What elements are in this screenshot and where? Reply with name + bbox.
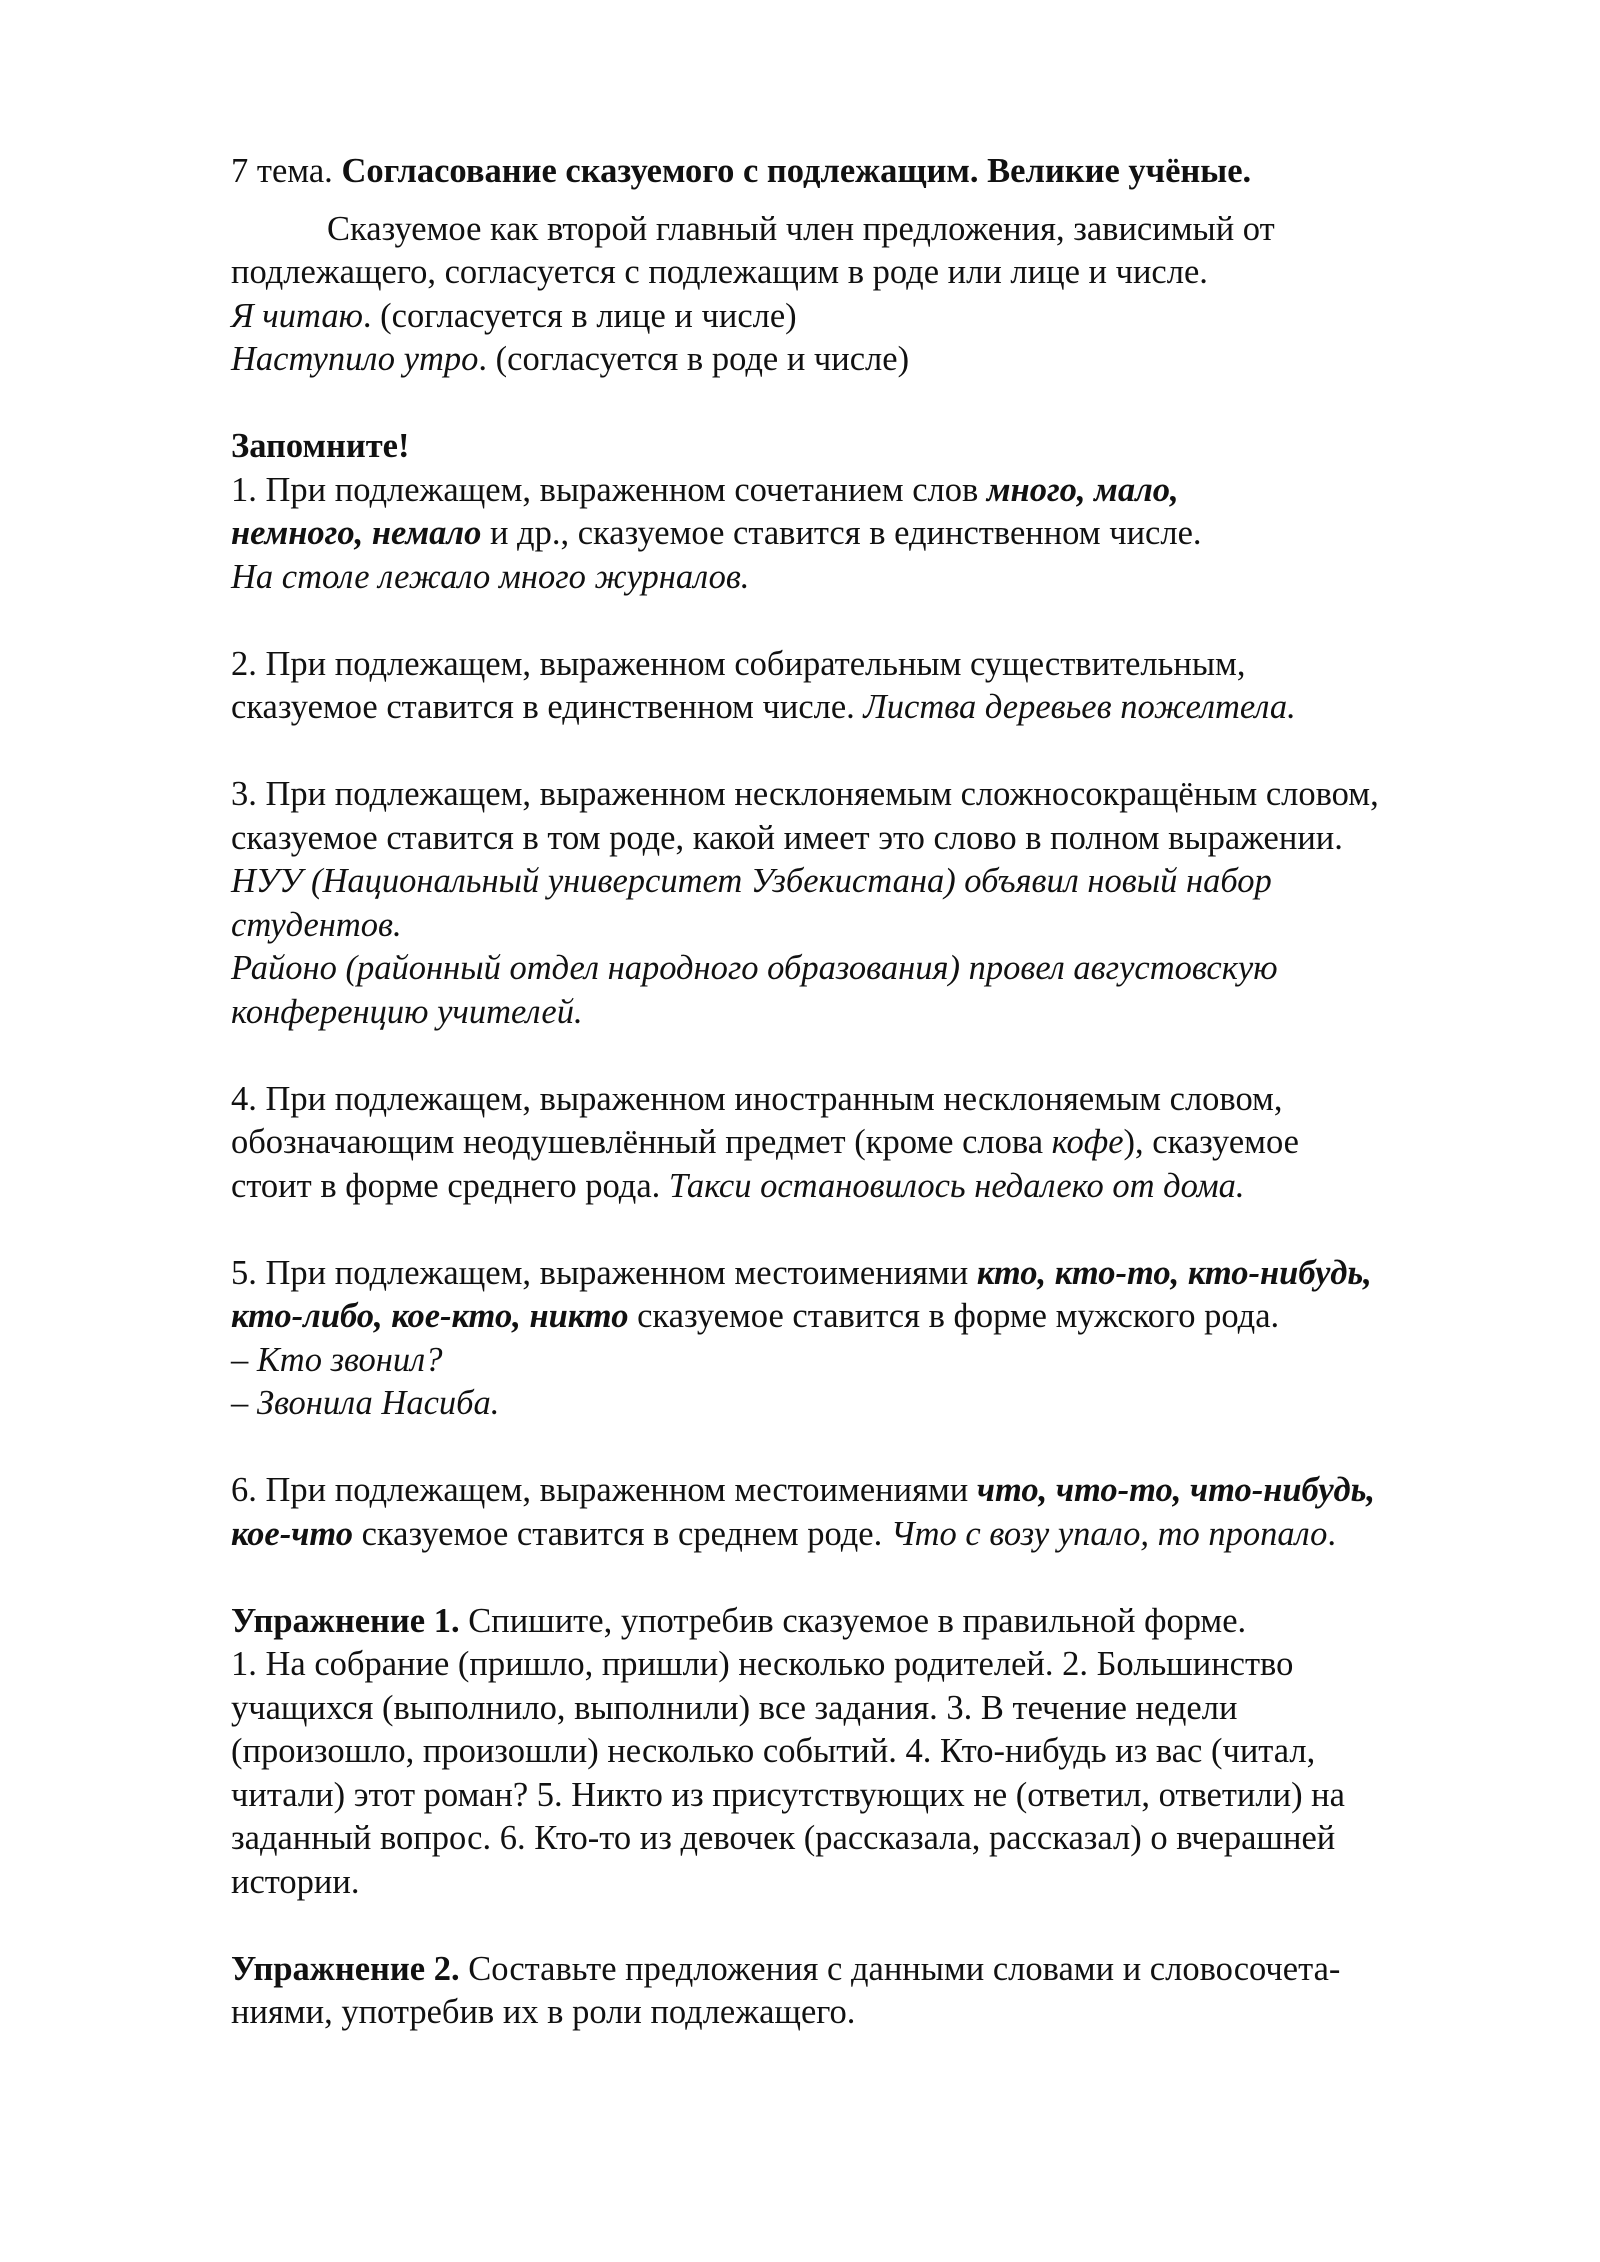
rule-example: конференцию учителей. (231, 992, 583, 1031)
rule-example: – Звонила Насиба. (231, 1384, 500, 1422)
rule-2: 2. При подлежащем, выраженном собирательным существительным, сказуемое ставится в единственном числе. Листва деревьев пожелтела. (231, 644, 1296, 726)
rule-1: 1. При подлежащем, выраженном сочетанием слов много, мало, немного, немало и др., сказуемое ставится в единственном числе. На столе лежало много журналов. (231, 469, 1531, 600)
exercise-1: Упражнение 1. Спишите, употребив сказуемое в правильной форме. 1. На собрание (пришло, пришли) несколько родителей. 2. Большинство учащихся (выполнило, выполнили) все задания. 3. В течение недели (произошло, произошли) несколько событий. 4. Кто-нибудь из вас (читал, читали) этот роман? 5. Никто из присутствующих не (ответил, ответили) на заданный вопрос. 6. Кто-то из девочек (рассказала, рассказал) о вчерашней истории. (231, 1601, 1345, 1901)
rule-example: Районо (районный отдел народного образования) провел августовскую (231, 949, 1278, 987)
document-page (231, 150, 1531, 2035)
exercise-2: Упражнение 2. Составьте предложения с данными словами и словосочета- ниями, употребив их в роли подлежащего. (231, 1949, 1341, 2031)
intro-line: подлежащего, согласуется с подлежащим в роде или лице и числе. (231, 253, 1208, 291)
example-note: . (согласуется в роде и числе) (478, 340, 910, 378)
title-text: Согласование сказуемого с подлежащим. Великие учёные. (341, 152, 1252, 190)
rule-example: Листва деревьев пожелтела. (863, 688, 1296, 726)
example-text: Наступило утро (231, 340, 479, 378)
intro-example (231, 338, 1531, 382)
exercise-task: Составьте предложения с данными словами и словосочета- (459, 1949, 1341, 1988)
intro-example (231, 295, 1531, 339)
exercise-task: Спишите, употребив сказуемое в правильной форме. (459, 1601, 1247, 1640)
example-note: . (согласуется в лице и числе) (362, 296, 797, 335)
rule-example: Что с возу упало, то пропало (890, 1514, 1328, 1553)
intro-paragraph (231, 208, 1531, 382)
rule-example: – Кто звонил? (231, 1340, 443, 1379)
remember-heading: Запомните! (231, 427, 410, 465)
title-prefix: 7 тема. (231, 152, 342, 190)
intro-line: Сказуемое как второй главный член предложения, зависимый от (327, 209, 1275, 248)
rule-example: На столе лежало много журналов. (231, 557, 750, 596)
rule-5: 5. При подлежащем, выраженном местоимениями кто, кто-то, кто-нибудь, кто-либо, кое-кто, никто сказуемое ставится в форме мужского рода. – Кто звонил? – Звонила Насиба. (231, 1252, 1531, 1426)
exercise-label: Упражнение 1. (231, 1601, 460, 1640)
exercise-label: Упражнение 2. (231, 1949, 460, 1988)
rule-3: 3. При подлежащем, выраженном несклоняемым сложносокращёным словом, сказуемое ставится в том роде, какой имеет это слово в полном выражении. НУУ (Национальный университет Узбекистана) объявил новый набор студентов. Районо (районный отдел народного образования) провел августовскую конференцию учителей. (231, 773, 1531, 1034)
document-title (231, 150, 1531, 194)
rule-6: 6. При подлежащем, выраженном местоимениями что, что-то, что-нибудь, кое-что сказуемое ставится в среднем роде. Что с возу упало, то пропало. (231, 1471, 1376, 1553)
rule-4: 4. При подлежащем, выраженном иностранным несклоняемым словом, обозначающим неодушевлённый предмет (кроме слова кофе), сказуемое стоит в форме среднего рода. Такси остановилось недалеко от дома. (231, 1079, 1299, 1205)
rule-example: студентов. (231, 905, 402, 944)
rule-example: Такси остановилось недалеко от дома. (668, 1166, 1245, 1205)
example-text: Я читаю (231, 296, 363, 335)
rule-example: НУУ (Национальный университет Узбекистана) объявил новый набор (231, 862, 1272, 900)
